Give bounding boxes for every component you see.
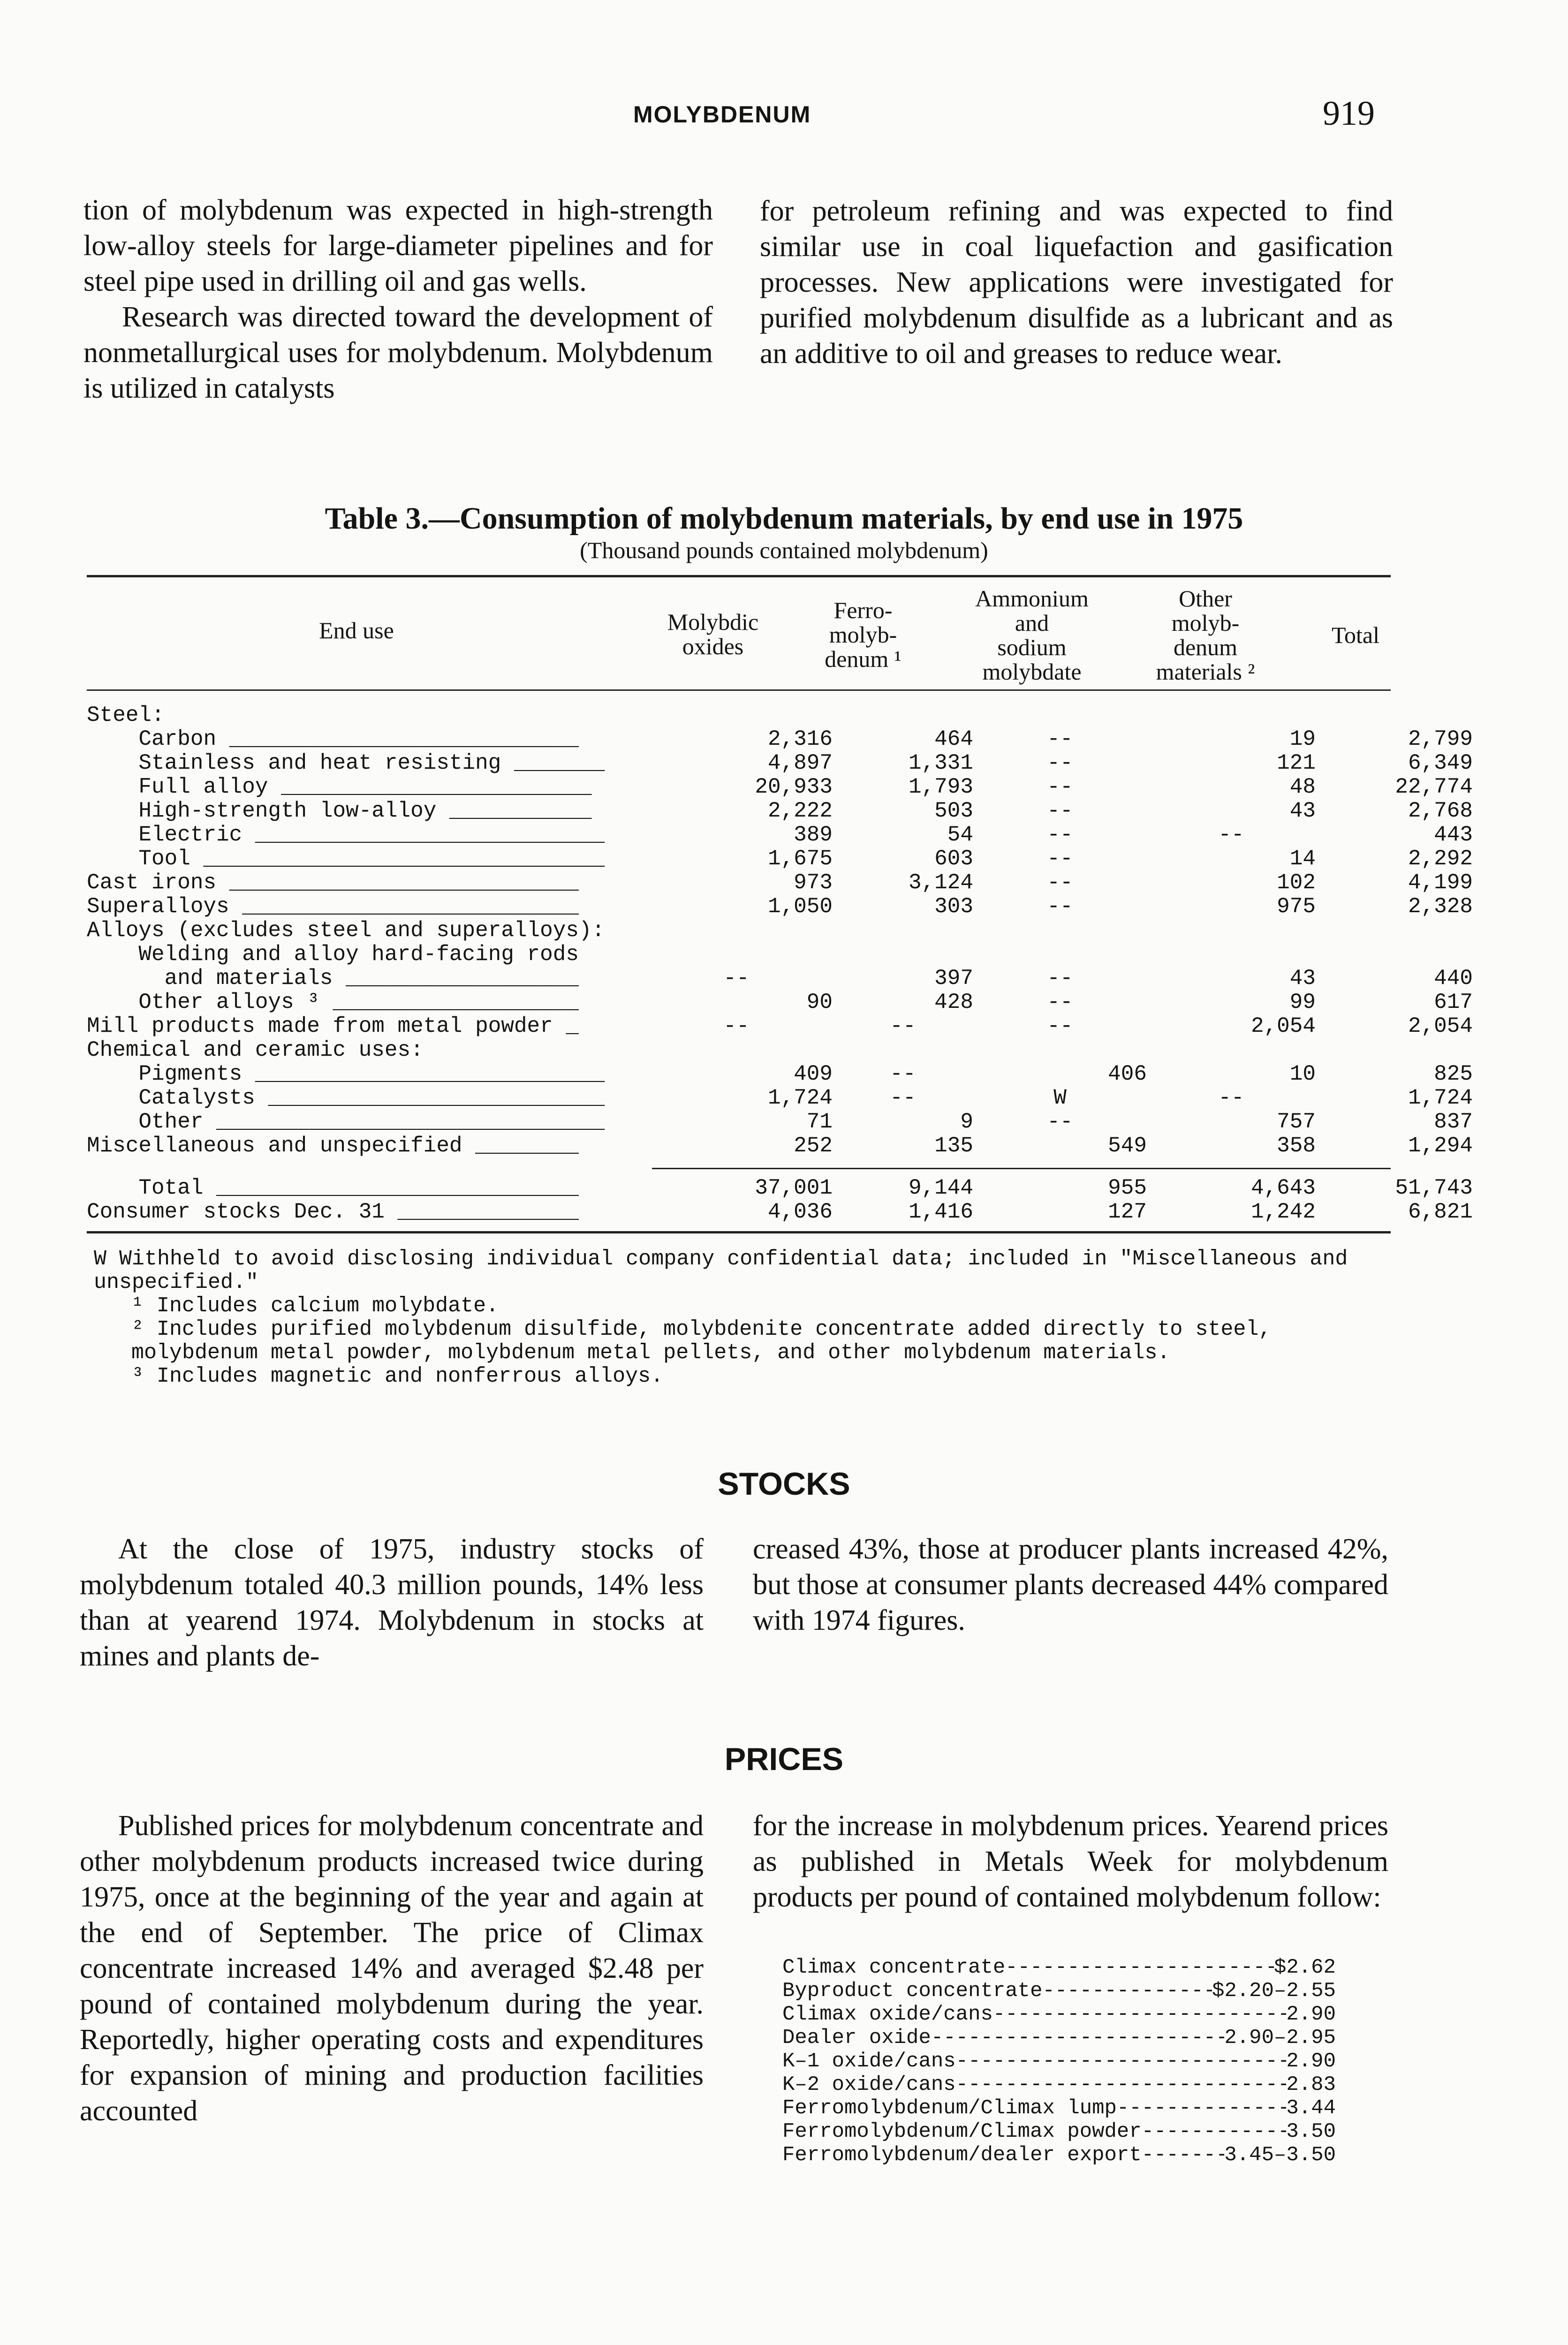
row-value-c1: 252: [794, 1134, 833, 1158]
row-value-c4: --: [1218, 1086, 1244, 1110]
price-value: 3.44: [1286, 2096, 1336, 2120]
note-2: ² Includes purified molybdenum disulfide, molybdenite concentrate added directly to steel, molybdenum metal powder, molybdenum metal pellets, and other molybdenum materials.: [131, 1317, 1272, 1365]
row-value-c1: 71: [806, 1110, 833, 1134]
row-value-c3: --: [1047, 990, 1073, 1014]
col-header-end-use: End use: [319, 617, 394, 643]
row-value-c5: 2,292: [1408, 847, 1473, 871]
row-value-c4: [1147, 1038, 1316, 1062]
price-label: Ferromolybdenum/Climax powder: [782, 2120, 1142, 2143]
row-value-c1: 37,001: [755, 1176, 833, 1200]
row-label: Catalysts __________________________: [87, 1086, 605, 1110]
table-row: [87, 727, 1473, 751]
price-value: 2.90–2.95: [1224, 2026, 1336, 2050]
price-list-item: [782, 2050, 1336, 2073]
row-value-c1: 1,050: [767, 894, 833, 919]
table-top-rule: [87, 575, 1391, 577]
row-value-c2: [833, 704, 973, 727]
row-value-c1: [640, 943, 833, 967]
row-value-c1: 389: [794, 823, 833, 847]
col-header-molybdic: Molybdic oxides: [667, 609, 759, 659]
table-row: [87, 895, 1473, 919]
price-leader-dots: [1142, 2143, 1225, 2167]
table-row: [87, 1176, 1473, 1200]
price-list-item: [782, 2120, 1336, 2143]
price-value: $2.20–2.55: [1212, 1979, 1336, 2003]
row-value-c3: 549: [1108, 1134, 1147, 1158]
row-value-c5: 2,768: [1408, 799, 1473, 823]
row-value-c4: 4,643: [1250, 1176, 1316, 1200]
table-row: [87, 704, 1473, 727]
col-header-total: Total: [1331, 622, 1380, 648]
table-row: [87, 1014, 1473, 1038]
row-label: and materials __________________: [87, 966, 579, 991]
row-value-c3: --: [1047, 1110, 1073, 1134]
intro-right-column: [760, 193, 1393, 371]
row-value-c5: 443: [1434, 823, 1473, 847]
table-row: [87, 1086, 1473, 1110]
row-value-c1: 409: [794, 1062, 833, 1086]
row-value-c2: 1,331: [908, 751, 973, 775]
row-label: Total ____________________________: [87, 1176, 579, 1200]
price-label: K–2 oxide/cans: [782, 2073, 956, 2096]
price-label: Climax concentrate: [782, 1956, 1006, 1979]
stocks-right-column: creased 43%, those at producer plants increased 42%, but those at consumer plants decreased 44% compared with 1974 figures.: [753, 1533, 1388, 1636]
price-value: 2.90: [1286, 2050, 1336, 2073]
price-list-item: [782, 1956, 1336, 1979]
row-label: Full alloy ________________________: [87, 775, 592, 799]
row-value-c1: 90: [806, 990, 833, 1014]
price-value: 2.90: [1286, 2003, 1336, 2026]
row-label: Consumer stocks Dec. 31 ______________: [87, 1200, 579, 1224]
row-value-c2: [833, 1038, 973, 1062]
table-row: [87, 871, 1473, 895]
consumption-table: [87, 704, 1473, 1158]
row-value-c4: 757: [1277, 1110, 1316, 1134]
row-value-c5: 825: [1434, 1062, 1473, 1086]
row-value-c5: 837: [1434, 1110, 1473, 1134]
row-value-c2: [833, 943, 973, 967]
row-value-c4: 10: [1289, 1062, 1316, 1086]
stocks-heading: STOCKS: [718, 1466, 850, 1502]
price-list-item: [782, 2143, 1336, 2167]
row-value-c1: 2,316: [767, 727, 833, 751]
price-list-item: [782, 2096, 1336, 2120]
row-value-c1: 973: [794, 870, 833, 895]
row-label: Cast irons ___________________________: [87, 870, 579, 895]
row-value-c5: [1316, 1038, 1473, 1062]
row-value-c3: [973, 1038, 1147, 1062]
row-value-c5: 4,199: [1408, 870, 1473, 895]
price-list-item: [782, 2026, 1336, 2050]
table-row: [87, 1110, 1473, 1134]
table-total-rule: [652, 1168, 1391, 1169]
page-number: 919: [1323, 94, 1375, 133]
row-value-c5: 1,294: [1408, 1134, 1473, 1158]
note-3: ³ Includes magnetic and nonferrous alloys.: [131, 1364, 664, 1388]
table-subtitle: (Thousand pounds contained molybdenum): [580, 537, 988, 563]
consumption-totals: [87, 1176, 1473, 1224]
price-label: K–1 oxide/cans: [782, 2050, 956, 2073]
row-value-c2: 9: [960, 1110, 973, 1134]
row-value-c2: 428: [934, 990, 973, 1014]
row-value-c5: 6,349: [1408, 751, 1473, 775]
row-value-c3: --: [1047, 870, 1073, 895]
row-value-c4: 43: [1289, 966, 1316, 991]
row-value-c5: 1,724: [1408, 1086, 1473, 1110]
row-value-c2: 603: [934, 847, 973, 871]
row-value-c1: 4,036: [767, 1200, 833, 1224]
price-leader-dots: [956, 2073, 1287, 2096]
row-value-c1: 1,675: [767, 847, 833, 871]
row-value-c3: --: [1047, 799, 1073, 823]
table-row: [87, 751, 1473, 775]
row-value-c5: 2,328: [1408, 894, 1473, 919]
row-label: High-strength low-alloy ___________: [87, 799, 592, 823]
table-row: [87, 967, 1473, 991]
price-label: Ferromolybdenum/Climax lump: [782, 2096, 1117, 2120]
col-header-other: Other molyb- denum materials ²: [1156, 585, 1255, 685]
row-value-c4: 99: [1289, 990, 1316, 1014]
row-value-c3: --: [1047, 847, 1073, 871]
price-list-item: [782, 2073, 1336, 2096]
row-label: Superalloys __________________________: [87, 894, 579, 919]
row-value-c2: 1,793: [908, 775, 973, 799]
row-label: Chemical and ceramic uses:: [87, 1038, 424, 1062]
price-leader-dots: [1043, 1979, 1212, 2003]
row-label: Pigments ___________________________: [87, 1062, 605, 1086]
prices-heading: PRICES: [724, 1741, 844, 1777]
row-value-c2: 1,416: [908, 1200, 973, 1224]
table-row: [87, 847, 1473, 871]
table-row: [87, 823, 1473, 847]
row-value-c2: 303: [934, 894, 973, 919]
row-value-c4: 19: [1289, 727, 1316, 751]
table-row: [87, 775, 1473, 799]
row-value-c2: --: [890, 1014, 916, 1038]
row-value-c3: 406: [1108, 1062, 1147, 1086]
table-row: [87, 919, 1473, 943]
price-leader-dots: [1117, 2096, 1286, 2120]
intro-right-paragraph-1: for petroleum refining and was expected to find similar use in coal liquefaction and gasification processes. New applications were investigated for purified molybdenum disulfide as a lubricant and as an additive to oil and greases to reduce wear.: [760, 195, 1393, 370]
table-row: [87, 991, 1473, 1014]
price-value: 3.45–3.50: [1224, 2143, 1336, 2167]
row-value-c2: 135: [934, 1134, 973, 1158]
table-bottom-rule: [87, 1231, 1391, 1233]
row-value-c1: [640, 704, 833, 727]
row-value-c2: 503: [934, 799, 973, 823]
row-value-c3: [973, 919, 1147, 943]
row-value-c4: [1147, 943, 1316, 967]
table-row: [87, 1038, 1473, 1062]
row-label: Other ______________________________: [87, 1110, 605, 1134]
row-value-c5: [1316, 704, 1473, 727]
row-value-c1: --: [723, 1014, 750, 1038]
row-value-c5: [1316, 919, 1473, 943]
row-value-c5: 440: [1434, 966, 1473, 991]
price-value: 3.50: [1286, 2120, 1336, 2143]
row-value-c1: 20,933: [755, 775, 833, 799]
table-notes: [94, 1248, 1388, 1388]
row-value-c4: 1,242: [1250, 1200, 1316, 1224]
price-leader-dots: [931, 2026, 1225, 2050]
row-label: Miscellaneous and unspecified ________: [87, 1134, 579, 1158]
row-value-c3: --: [1047, 894, 1073, 919]
prices-left-column: Published prices for molybdenum concentrate and other molybdenum products increased twice during 1975, once at the beginning of the year and again at the end of September. The price of Climax concentrate increased 14% and averaged $2.48 per pound of contained molybdenum during the year. Reportedly, higher operating costs and expenditures for expansion of mining and production facilities accounted: [80, 1810, 704, 2127]
row-label: Welding and alloy hard-facing rods: [87, 942, 579, 967]
row-label: Stainless and heat resisting _______: [87, 751, 605, 775]
price-label: Ferromolybdenum/dealer export: [782, 2143, 1142, 2167]
row-value-c1: --: [723, 966, 750, 991]
price-leader-dots: [1005, 1956, 1274, 1979]
row-value-c5: 2,054: [1408, 1014, 1473, 1038]
row-value-c5: 2,799: [1408, 727, 1473, 751]
row-value-c2: 397: [934, 966, 973, 991]
row-value-c4: --: [1218, 823, 1244, 847]
page-header: [0, 96, 1568, 138]
price-list-item: [782, 1979, 1336, 2003]
price-label: Climax oxide/cans: [782, 2003, 993, 2026]
row-value-c4: 121: [1277, 751, 1316, 775]
row-label: Carbon ___________________________: [87, 727, 579, 751]
row-value-c3: [973, 943, 1147, 967]
row-value-c3: [973, 704, 1147, 727]
row-value-c4: 358: [1277, 1134, 1316, 1158]
row-value-c4: [1147, 704, 1316, 727]
row-value-c3: W: [1053, 1086, 1067, 1110]
row-label: Tool _______________________________: [87, 847, 605, 871]
row-value-c3: --: [1047, 966, 1073, 991]
row-value-c4: 43: [1289, 799, 1316, 823]
row-value-c1: 2,222: [767, 799, 833, 823]
row-value-c1: 1,724: [767, 1086, 833, 1110]
row-value-c2: --: [890, 1062, 916, 1086]
table-row: [87, 799, 1473, 823]
price-list: [782, 1956, 1336, 2167]
row-value-c4: [1147, 919, 1316, 943]
table-title: Table 3.—Consumption of molybdenum materials, by end use in 1975: [325, 501, 1243, 536]
price-leader-dots: [1142, 2120, 1287, 2143]
row-value-c1: [640, 1038, 833, 1062]
row-value-c5: [1316, 943, 1473, 967]
stocks-left-column: At the close of 1975, industry stocks of molybdenum totaled 40.3 million pounds, 14% less than at yearend 1974. Molybdenum in stocks at mines and plants de-: [80, 1533, 704, 1672]
row-value-c5: 51,743: [1395, 1176, 1473, 1200]
row-label: Electric ___________________________: [87, 823, 605, 847]
row-value-c4: 2,054: [1250, 1014, 1316, 1038]
price-leader-dots: [956, 2050, 1287, 2073]
row-label: Alloys (excludes steel and superalloys):: [87, 918, 605, 943]
row-value-c1: 4,897: [767, 751, 833, 775]
intro-left-paragraph-1: tion of molybdenum was expected in high-strength low-alloy steels for large-diameter pipelines and for steel pipe used in drilling oil and gas wells.: [83, 194, 713, 297]
running-title: MOLYBDENUM: [633, 101, 811, 128]
price-value: $2.62: [1273, 1956, 1336, 1979]
row-value-c5: 6,821: [1408, 1200, 1473, 1224]
price-label: Byproduct concentrate: [782, 1979, 1043, 2003]
row-value-c3: 955: [1108, 1176, 1147, 1200]
row-value-c4: 975: [1277, 894, 1316, 919]
row-value-c3: --: [1047, 751, 1073, 775]
row-value-c3: --: [1047, 1014, 1073, 1038]
price-label: Dealer oxide: [782, 2026, 931, 2050]
intro-left-column: [83, 192, 713, 406]
row-value-c3: --: [1047, 727, 1073, 751]
row-value-c1: [640, 919, 833, 943]
row-value-c2: 54: [947, 823, 973, 847]
row-value-c4: 102: [1277, 870, 1316, 895]
row-value-c2: 464: [934, 727, 973, 751]
row-value-c5: 617: [1434, 990, 1473, 1014]
row-value-c2: [833, 919, 973, 943]
row-label: Other alloys ³ ___________________: [87, 990, 579, 1014]
row-value-c4: 48: [1289, 775, 1316, 799]
row-value-c4: 14: [1289, 847, 1316, 871]
intro-left-paragraph-2: Research was directed toward the development of nonmetallurgical uses for molybdenum. Molybdenum is utilized in catalysts: [83, 301, 713, 404]
note-withheld: W Withheld to avoid disclosing individual company confidential data; included in "Miscellaneous and unspecified.": [94, 1247, 1348, 1294]
row-value-c3: 127: [1108, 1200, 1147, 1224]
row-value-c3: --: [1047, 775, 1073, 799]
price-leader-dots: [993, 2003, 1287, 2026]
table-row: [87, 1134, 1473, 1158]
row-value-c2: --: [890, 1086, 916, 1110]
row-value-c5: 22,774: [1395, 775, 1473, 799]
row-label: Steel:: [87, 703, 165, 727]
table-caption: [0, 501, 1568, 564]
row-value-c2: 9,144: [908, 1176, 973, 1200]
note-1: ¹ Includes calcium molybdate.: [131, 1294, 499, 1318]
table-row: [87, 1200, 1473, 1224]
table-row: [87, 943, 1473, 967]
price-list-item: [782, 2003, 1336, 2026]
col-header-ammonium: Ammonium and sodium molybdate: [975, 585, 1089, 685]
row-value-c2: 3,124: [908, 870, 973, 895]
col-header-ferro: Ferro- molyb- denum ¹: [825, 597, 901, 672]
row-label: Mill products made from metal powder _: [87, 1014, 579, 1038]
prices-right-column: for the increase in molybdenum prices. Yearend prices as published in Metals Week for molybdenum products per pound of contained molybdenum follow:: [753, 1810, 1388, 1913]
table-header-rule: [87, 689, 1391, 691]
row-value-c3: --: [1047, 823, 1073, 847]
price-value: 2.83: [1286, 2073, 1336, 2096]
table-row: [87, 1062, 1473, 1086]
